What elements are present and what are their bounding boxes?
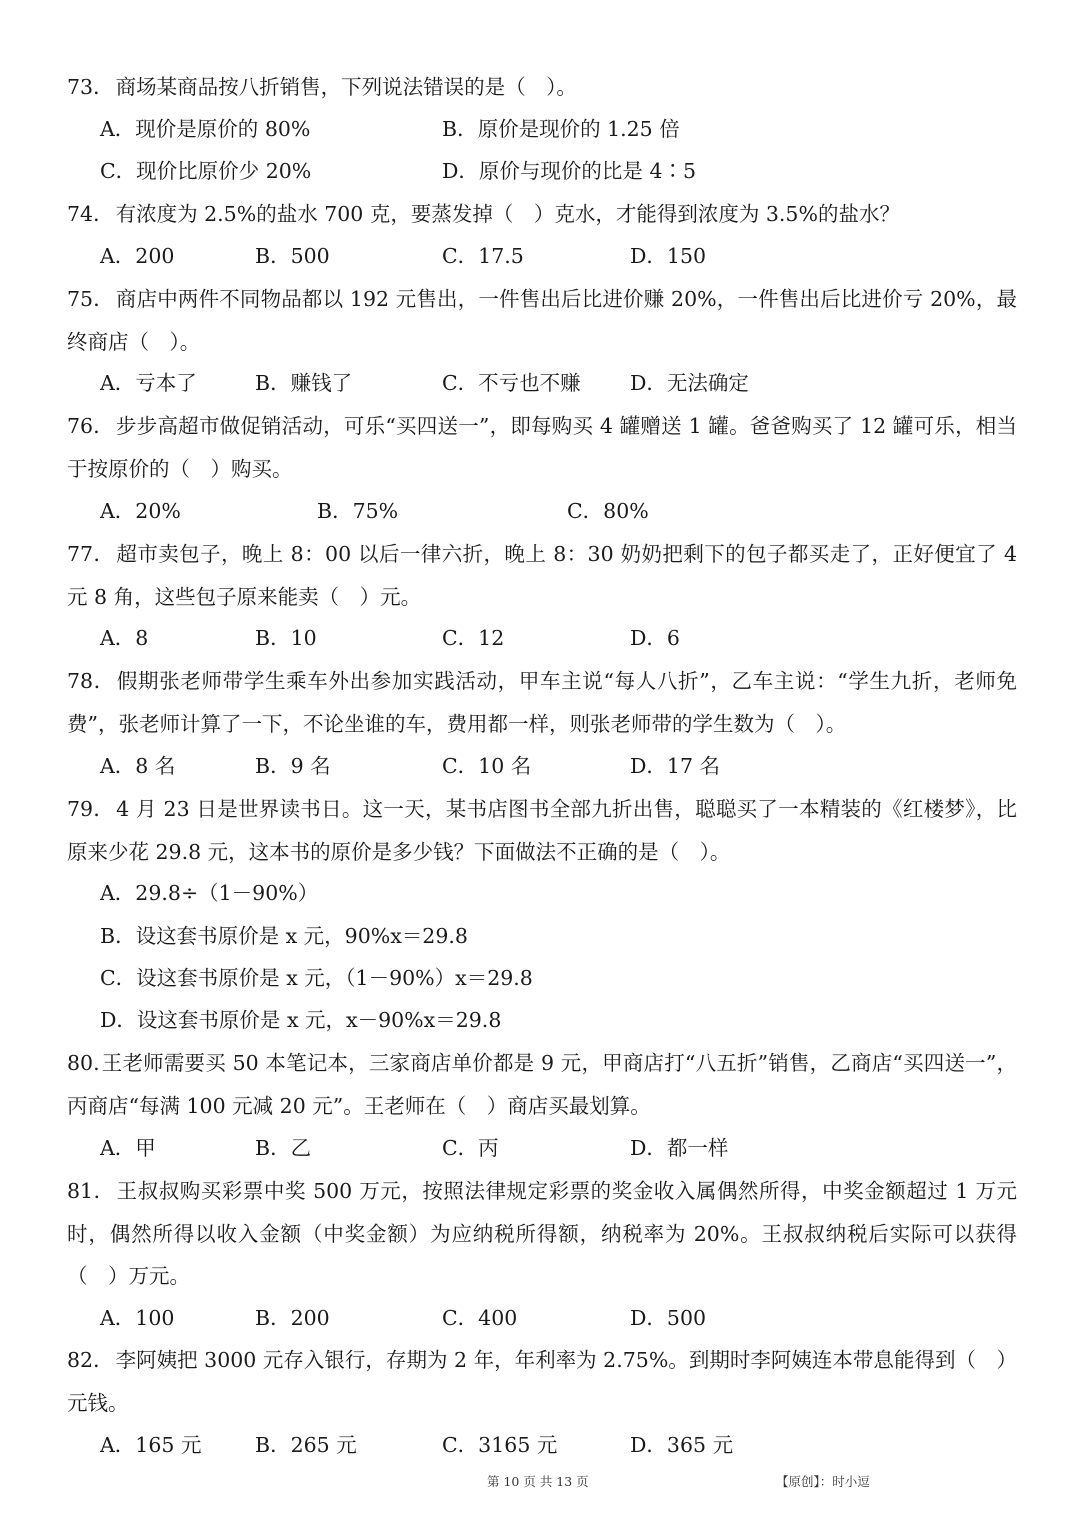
option-a: A．8 bbox=[100, 626, 149, 650]
question-number: 82． bbox=[67, 1348, 114, 1372]
option-d: D．500 bbox=[630, 1306, 707, 1330]
option-c: C．80% bbox=[567, 499, 649, 523]
option-d: D．365 元 bbox=[630, 1433, 734, 1457]
question-number: 77． bbox=[67, 542, 115, 566]
question-text: 假期张老师带学生乘车外出参加实践活动，甲车主说“每人八折”，乙车主说：“学生九折，老师免费”，张老师计算了一下，不论坐谁的车，费用都一样，则张老师带的学生数为（ ）。 bbox=[67, 669, 1017, 736]
question-number: 76． bbox=[67, 414, 115, 438]
option-c: C．400 bbox=[442, 1306, 518, 1330]
question-81 bbox=[67, 1170, 1017, 1298]
option-b: B．10 bbox=[255, 626, 317, 650]
question-text: 步步高超市做促销活动，可乐“买四送一”，即每购买 4 罐赠送 1 罐。爸爸购买了 12 罐可乐，相当于按原价的（ ）购买。 bbox=[67, 414, 1017, 481]
options-75 bbox=[100, 362, 1000, 404]
question-80 bbox=[67, 1042, 1017, 1127]
question-73 bbox=[67, 66, 1017, 109]
question-number: 81． bbox=[67, 1179, 115, 1203]
page-number: 第 10 页 共 13 页 bbox=[487, 1474, 589, 1489]
option-a: A．200 bbox=[100, 244, 175, 268]
question-text: 超市卖包子，晚上 8：00 以后一律六折，晚上 8：30 奶奶把剩下的包子都买走了，正好便宜了 4 元 8 角，这些包子原来能卖（ ）元。 bbox=[67, 542, 1017, 609]
option-d: D．无法确定 bbox=[630, 371, 749, 395]
question-77 bbox=[67, 533, 1017, 618]
option-d: D．都一样 bbox=[630, 1136, 729, 1160]
option-a: A．现价是原价的 80% bbox=[100, 117, 311, 141]
options-81 bbox=[100, 1297, 1000, 1339]
option-a: A．亏本了 bbox=[100, 371, 197, 395]
question-text: 商店中两件不同物品都以 192 元售出，一件售出后比进价赚 20%，一件售出后比进价亏 20%，最终商店（ ）。 bbox=[67, 287, 1017, 354]
options-78 bbox=[100, 745, 1000, 787]
option-b: B．设这套书原价是 x 元，90%x＝29.8 bbox=[100, 924, 468, 948]
option-a: A．165 元 bbox=[100, 1433, 202, 1457]
question-number: 74． bbox=[67, 202, 114, 226]
question-text: 4 月 23 日是世界读书日。这一天，某书店图书全部九折出售，聪聪买了一本精装的《红楼梦》，比原来少花 29.8 元，这本书的原价是多少钱？下面做法不正确的是（ ）。 bbox=[67, 797, 1017, 864]
question-text: 王叔叔购买彩票中奖 500 万元，按照法律规定彩票的奖金收入属偶然所得，中奖金额超过 1 万元时，偶然所得以收入金额（中奖金额）为应纳税所得额，纳税率为 20%。王叔叔纳税后实际可以获得（ ）万元。 bbox=[67, 1179, 1018, 1288]
option-c: C．17.5 bbox=[442, 244, 524, 268]
option-c: C．12 bbox=[442, 626, 505, 650]
option-b: B．500 bbox=[255, 244, 330, 268]
option-b: B．9 名 bbox=[255, 754, 331, 778]
question-76 bbox=[67, 405, 1017, 490]
option-b: B．200 bbox=[255, 1306, 330, 1330]
question-text: 商场某商品按八折销售，下列说法错误的是（ ）。 bbox=[115, 75, 577, 99]
question-number: 80. bbox=[67, 1051, 100, 1075]
option-d: D．原价与现价的比是 4∶5 bbox=[442, 159, 697, 183]
option-c: C．设这套书原价是 x 元，（1－90%）x＝29.8 bbox=[100, 966, 533, 990]
option-a: A．29.8÷（1－90%） bbox=[100, 881, 319, 905]
option-a: A．100 bbox=[100, 1306, 175, 1330]
option-d: D．150 bbox=[630, 244, 707, 268]
options-77 bbox=[100, 617, 1000, 659]
option-b: B．265 元 bbox=[255, 1433, 357, 1457]
question-number: 78． bbox=[67, 669, 115, 693]
option-d: D．17 名 bbox=[630, 754, 721, 778]
option-d: D．6 bbox=[630, 626, 680, 650]
question-74 bbox=[67, 193, 1017, 236]
credit-text: 【原创】：时小逗 bbox=[776, 1474, 870, 1489]
option-c: C．3165 元 bbox=[442, 1433, 558, 1457]
question-75 bbox=[67, 278, 1017, 363]
options-82 bbox=[100, 1424, 1000, 1466]
question-82 bbox=[67, 1339, 1017, 1424]
option-a: A．20% bbox=[100, 499, 181, 523]
option-c: C．10 名 bbox=[442, 754, 532, 778]
question-text: 有浓度为 2.5%的盐水 700 克，要蒸发掉（ ）克水，才能得到浓度为 3.5%的盐水？ bbox=[115, 202, 900, 226]
option-d: D．设这套书原价是 x 元，x－90%x＝29.8 bbox=[100, 1008, 502, 1032]
question-text: 王老师需要买 50 本笔记本，三家商店单价都是 9 元，甲商店打“八五折”销售，乙商店“买四送一”，丙商店“每满 100 元减 20 元”。王老师在（ ）商店买最划算。 bbox=[67, 1051, 1017, 1118]
option-b: B．乙 bbox=[255, 1136, 312, 1160]
option-c: C．不亏也不赚 bbox=[442, 371, 581, 395]
options-80 bbox=[100, 1127, 1000, 1169]
options-73-2 bbox=[100, 150, 1000, 192]
option-b: B．75% bbox=[317, 499, 399, 523]
option-a: A．甲 bbox=[100, 1136, 156, 1160]
option-c: C．现价比原价少 20% bbox=[100, 159, 312, 183]
question-number: 79． bbox=[67, 797, 115, 821]
question-78 bbox=[67, 660, 1017, 745]
option-b: B．原价是现价的 1.25 倍 bbox=[442, 117, 680, 141]
question-number: 73． bbox=[67, 75, 114, 99]
question-79 bbox=[67, 788, 1017, 873]
options-73 bbox=[100, 108, 1000, 150]
option-c: C．丙 bbox=[442, 1136, 499, 1160]
options-76 bbox=[100, 490, 1000, 532]
question-number: 75． bbox=[67, 287, 114, 311]
option-a: A．8 名 bbox=[100, 754, 176, 778]
question-text: 李阿姨把 3000 元存入银行，存期为 2 年，年利率为 2.75%。到期时李阿姨连本带息能得到（ ）元钱。 bbox=[67, 1348, 1017, 1415]
option-b: B．赚钱了 bbox=[255, 371, 353, 395]
options-74 bbox=[100, 235, 1000, 277]
